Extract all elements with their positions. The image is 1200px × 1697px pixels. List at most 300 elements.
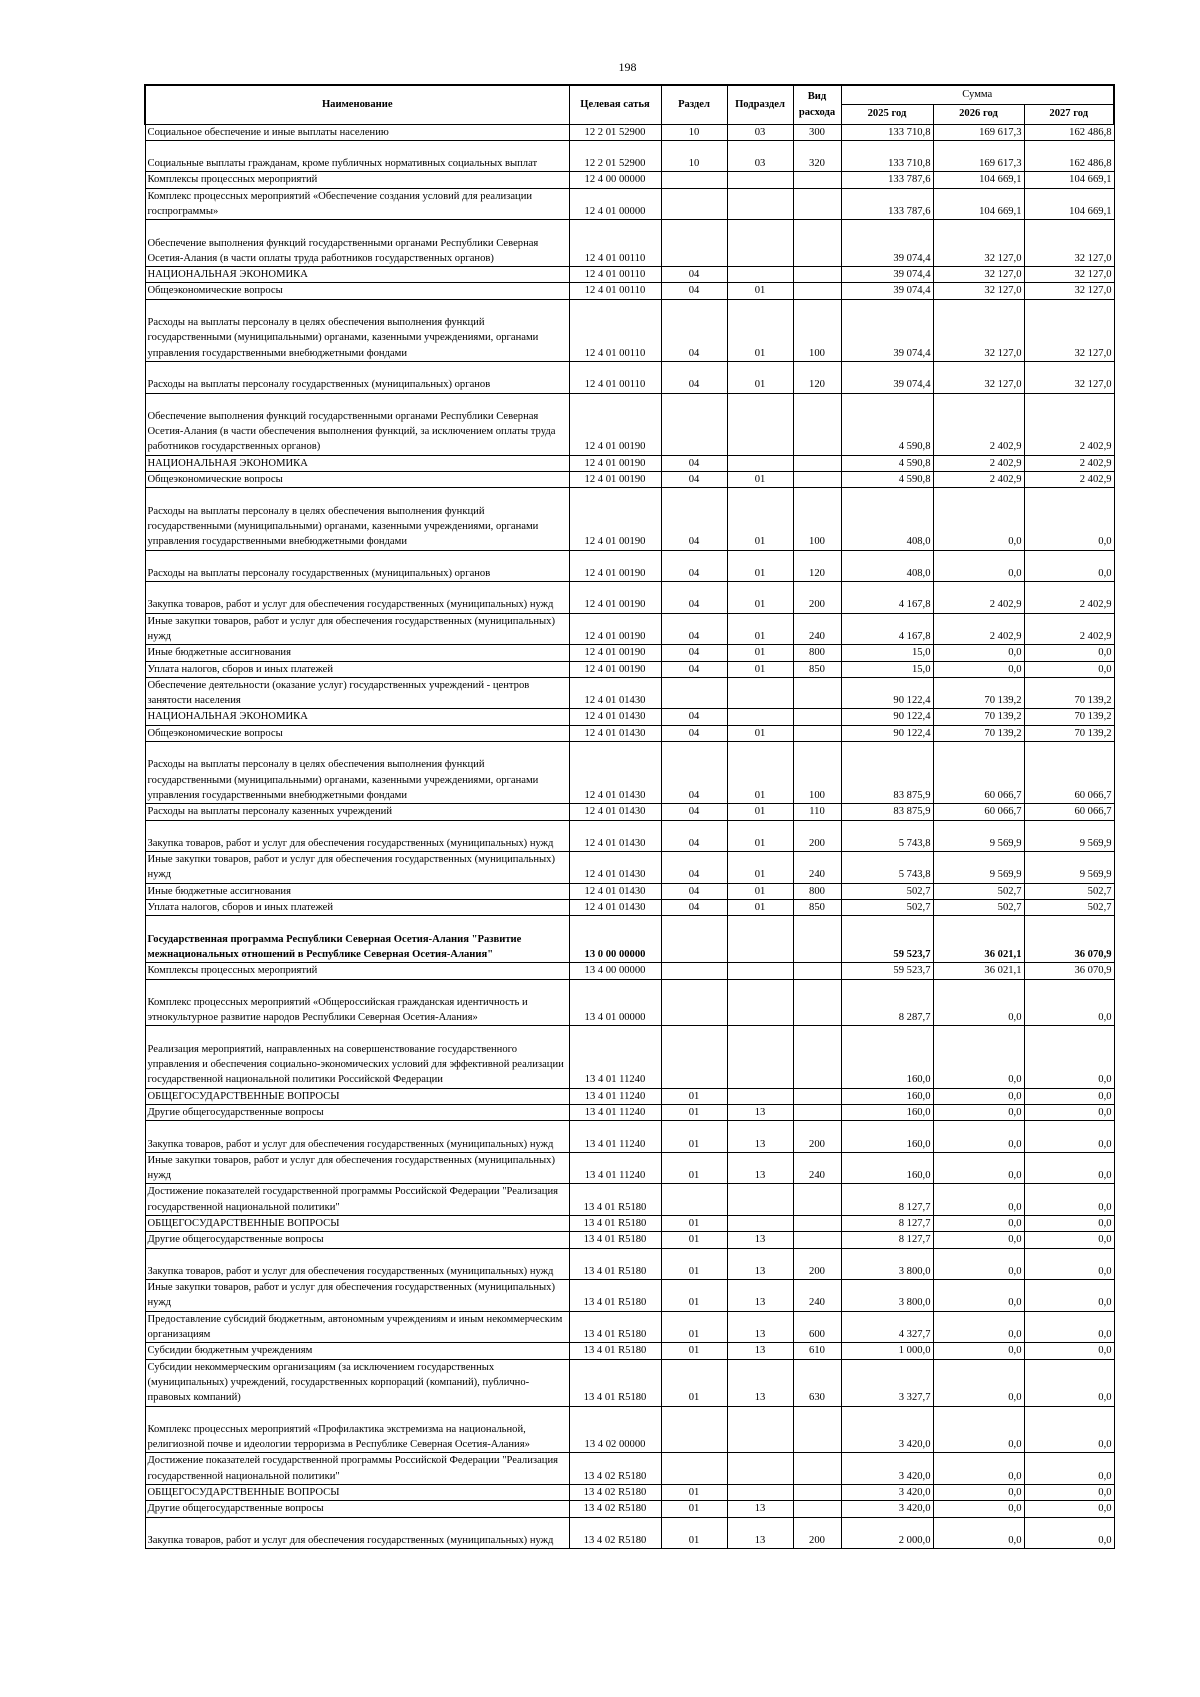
row-sum-2025-cell: 4 167,8 [841,582,933,614]
row-sum-2026-cell: 169 617,3 [933,140,1024,172]
row-section-cell: 04 [661,455,727,471]
table-row [145,1184,1114,1216]
row-subsection-cell [727,1088,793,1104]
row-name-cell: ОБЩЕГОСУДАРСТВЕННЫЕ ВОПРОСЫ [145,1215,569,1231]
table-row [145,1485,1114,1501]
row-section-cell: 04 [661,299,727,361]
row-sum-2025-cell: 4 590,8 [841,472,933,488]
row-section-cell: 04 [661,820,727,852]
row-sum-2025-cell: 5 743,8 [841,852,933,884]
row-subsection-cell [727,1184,793,1216]
row-sum-2026-cell: 0,0 [933,661,1024,677]
row-section-cell: 01 [661,1232,727,1248]
row-expense-type-cell [793,455,841,471]
row-section-cell: 01 [661,1343,727,1359]
table-row [145,1453,1114,1485]
row-expense-type-cell: 300 [793,124,841,140]
row-sum-2026-cell: 0,0 [933,1501,1024,1517]
row-name-cell: Закупка товаров, работ и услуг для обеспечения государственных (муниципальных) нужд [145,1248,569,1280]
row-expense-type-cell [793,1232,841,1248]
row-sum-2025-cell: 160,0 [841,1088,933,1104]
row-name-cell: Иные бюджетные ассигнования [145,645,569,661]
row-sum-2025-cell: 2 000,0 [841,1517,933,1549]
row-sum-2027-cell: 2 402,9 [1024,613,1114,645]
row-sum-2025-cell: 3 327,7 [841,1359,933,1406]
row-subsection-cell: 01 [727,820,793,852]
row-subsection-cell: 01 [727,283,793,299]
row-section-cell: 04 [661,267,727,283]
table-row [145,645,1114,661]
row-expense-type-cell: 320 [793,140,841,172]
row-section-cell: 01 [661,1152,727,1184]
row-section-cell: 04 [661,550,727,582]
row-sum-2027-cell: 70 139,2 [1024,725,1114,741]
table-row [145,1359,1114,1406]
row-section-cell [661,393,727,455]
row-sum-2025-cell: 59 523,7 [841,916,933,963]
table-row [145,1152,1114,1184]
row-sum-2027-cell: 32 127,0 [1024,220,1114,267]
row-expense-type-cell: 240 [793,852,841,884]
row-subsection-cell: 13 [727,1104,793,1120]
row-target-code-cell: 13 4 01 R5180 [569,1280,661,1312]
row-expense-type-cell [793,283,841,299]
row-sum-2026-cell: 0,0 [933,1343,1024,1359]
row-expense-type-cell [793,1406,841,1453]
row-expense-type-cell: 200 [793,1517,841,1549]
row-target-code-cell: 13 4 01 R5180 [569,1184,661,1216]
row-section-cell [661,677,727,709]
row-subsection-cell [727,1406,793,1453]
row-name-cell: Другие общегосударственные вопросы [145,1232,569,1248]
row-name-cell: Комплексы процессных мероприятий [145,963,569,979]
table-row [145,1406,1114,1453]
row-subsection-cell: 13 [727,1517,793,1549]
row-sum-2025-cell: 8 127,7 [841,1232,933,1248]
row-target-code-cell: 12 4 01 00110 [569,267,661,283]
row-sum-2025-cell: 4 590,8 [841,455,933,471]
row-sum-2027-cell: 0,0 [1024,979,1114,1026]
row-sum-2027-cell: 0,0 [1024,1184,1114,1216]
table-row [145,677,1114,709]
row-name-cell: Иные закупки товаров, работ и услуг для обеспечения государственных (муниципальных) нужд [145,852,569,884]
row-subsection-cell: 13 [727,1343,793,1359]
row-expense-type-cell: 200 [793,1121,841,1153]
row-target-code-cell: 13 4 01 R5180 [569,1343,661,1359]
row-subsection-cell: 01 [727,883,793,899]
row-name-cell: Обеспечение деятельности (оказание услуг) государственных учреждений - центров занятости населения [145,677,569,709]
row-sum-2025-cell: 4 167,8 [841,613,933,645]
row-name-cell: Комплекс процессных мероприятий «Профилактика экстремизма на национальной, религиозной почве и идеологии терроризма в Республике Северная Осетия-Алания» [145,1406,569,1453]
row-sum-2025-cell: 83 875,9 [841,804,933,820]
table-row [145,299,1114,361]
row-sum-2025-cell: 15,0 [841,645,933,661]
row-sum-2027-cell: 36 070,9 [1024,916,1114,963]
row-sum-2025-cell: 4 590,8 [841,393,933,455]
table-row [145,742,1114,804]
row-target-code-cell: 12 4 01 01430 [569,820,661,852]
row-name-cell: Закупка товаров, работ и услуг для обеспечения государственных (муниципальных) нужд [145,582,569,614]
row-sum-2027-cell: 0,0 [1024,645,1114,661]
row-sum-2027-cell: 162 486,8 [1024,140,1114,172]
row-sum-2027-cell: 104 669,1 [1024,188,1114,220]
row-sum-2026-cell: 32 127,0 [933,267,1024,283]
row-section-cell [661,172,727,188]
row-expense-type-cell [793,725,841,741]
row-name-cell: Достижение показателей государственной программы Российской Федерации "Реализация государственной национальной политики" [145,1184,569,1216]
row-sum-2027-cell: 0,0 [1024,1248,1114,1280]
row-sum-2026-cell: 104 669,1 [933,188,1024,220]
row-target-code-cell: 12 4 01 00110 [569,220,661,267]
row-section-cell [661,1453,727,1485]
table-row [145,1248,1114,1280]
header-year-2027: 2027 год [1024,104,1114,124]
row-subsection-cell: 13 [727,1359,793,1406]
row-sum-2026-cell: 0,0 [933,1121,1024,1153]
row-name-cell: Иные бюджетные ассигнования [145,883,569,899]
row-section-cell: 01 [661,1248,727,1280]
row-section-cell [661,963,727,979]
row-section-cell: 01 [661,1215,727,1231]
row-target-code-cell: 12 4 01 00190 [569,472,661,488]
row-section-cell: 04 [661,645,727,661]
row-subsection-cell [727,677,793,709]
row-expense-type-cell: 100 [793,488,841,550]
row-sum-2027-cell: 70 139,2 [1024,677,1114,709]
row-sum-2026-cell: 0,0 [933,1026,1024,1088]
table-row [145,1215,1114,1231]
row-subsection-cell: 01 [727,299,793,361]
row-name-cell: Уплата налогов, сборов и иных платежей [145,900,569,916]
row-expense-type-cell: 120 [793,361,841,393]
row-expense-type-cell [793,1215,841,1231]
row-sum-2026-cell: 32 127,0 [933,283,1024,299]
row-sum-2027-cell: 0,0 [1024,1280,1114,1312]
row-expense-type-cell: 800 [793,645,841,661]
row-target-code-cell: 12 4 01 01430 [569,677,661,709]
row-sum-2026-cell: 0,0 [933,1517,1024,1549]
row-target-code-cell: 12 2 01 52900 [569,140,661,172]
table-row [145,709,1114,725]
row-expense-type-cell: 240 [793,613,841,645]
row-target-code-cell: 12 4 01 00110 [569,361,661,393]
row-expense-type-cell [793,1184,841,1216]
row-expense-type-cell [793,172,841,188]
row-target-code-cell: 13 4 02 R5180 [569,1501,661,1517]
row-section-cell: 10 [661,140,727,172]
row-sum-2026-cell: 2 402,9 [933,582,1024,614]
table-row [145,1501,1114,1517]
table-row [145,361,1114,393]
row-subsection-cell [727,709,793,725]
row-sum-2025-cell: 59 523,7 [841,963,933,979]
row-sum-2026-cell: 502,7 [933,900,1024,916]
row-sum-2026-cell: 2 402,9 [933,393,1024,455]
table-row [145,613,1114,645]
table-row [145,1121,1114,1153]
row-subsection-cell [727,1026,793,1088]
row-expense-type-cell [793,1485,841,1501]
row-sum-2027-cell: 162 486,8 [1024,124,1114,140]
row-section-cell: 04 [661,804,727,820]
row-sum-2027-cell: 0,0 [1024,1406,1114,1453]
row-section-cell: 04 [661,283,727,299]
row-sum-2026-cell: 0,0 [933,550,1024,582]
row-subsection-cell [727,1215,793,1231]
row-name-cell: Расходы на выплаты персоналу казенных учреждений [145,804,569,820]
row-sum-2025-cell: 8 127,7 [841,1215,933,1231]
row-sum-2025-cell: 160,0 [841,1104,933,1120]
row-name-cell: Иные закупки товаров, работ и услуг для обеспечения государственных (муниципальных) нужд [145,1280,569,1312]
row-subsection-cell: 01 [727,613,793,645]
row-name-cell: Государственная программа Республики Северная Осетия-Алания "Развитие межнациональных отношений в Республике Северная Осетия-Алания" [145,916,569,963]
row-subsection-cell: 13 [727,1152,793,1184]
row-name-cell: Расходы на выплаты персоналу государственных (муниципальных) органов [145,550,569,582]
row-sum-2026-cell: 70 139,2 [933,677,1024,709]
row-name-cell: Иные закупки товаров, работ и услуг для обеспечения государственных (муниципальных) нужд [145,613,569,645]
row-sum-2025-cell: 90 122,4 [841,677,933,709]
row-sum-2027-cell: 60 066,7 [1024,804,1114,820]
row-name-cell: Предоставление субсидий бюджетным, автономным учреждениям и иным некоммерческим организациям [145,1311,569,1343]
table-row [145,1104,1114,1120]
row-section-cell: 04 [661,900,727,916]
row-expense-type-cell: 600 [793,1311,841,1343]
row-section-cell [661,220,727,267]
row-name-cell: Уплата налогов, сборов и иных платежей [145,661,569,677]
row-subsection-cell: 01 [727,852,793,884]
row-target-code-cell: 13 4 01 R5180 [569,1232,661,1248]
row-subsection-cell [727,172,793,188]
row-subsection-cell [727,916,793,963]
row-sum-2025-cell: 39 074,4 [841,220,933,267]
row-sum-2025-cell: 90 122,4 [841,709,933,725]
row-subsection-cell: 01 [727,361,793,393]
row-sum-2025-cell: 39 074,4 [841,299,933,361]
row-name-cell: Социальное обеспечение и иные выплаты населению [145,124,569,140]
table-row [145,1280,1114,1312]
row-subsection-cell: 01 [727,582,793,614]
row-sum-2027-cell: 0,0 [1024,488,1114,550]
row-subsection-cell [727,1453,793,1485]
row-subsection-cell: 01 [727,488,793,550]
row-name-cell: Обеспечение выполнения функций государственными органами Республики Северная Осетия-Алания (в части обеспечения выполнения функций, за исключением оплаты труда работников государственных органов) [145,393,569,455]
row-sum-2027-cell: 104 669,1 [1024,172,1114,188]
row-name-cell: ОБЩЕГОСУДАРСТВЕННЫЕ ВОПРОСЫ [145,1088,569,1104]
row-sum-2025-cell: 3 420,0 [841,1501,933,1517]
row-sum-2025-cell: 5 743,8 [841,820,933,852]
row-sum-2026-cell: 32 127,0 [933,361,1024,393]
row-sum-2027-cell: 0,0 [1024,1359,1114,1406]
row-target-code-cell: 13 4 01 R5180 [569,1248,661,1280]
table-row [145,1232,1114,1248]
row-expense-type-cell: 240 [793,1152,841,1184]
row-subsection-cell: 03 [727,124,793,140]
row-expense-type-cell [793,220,841,267]
header-year-2026: 2026 год [933,104,1024,124]
row-section-cell [661,979,727,1026]
header-name: Наименование [145,85,569,124]
row-name-cell: Комплекс процессных мероприятий «Обеспечение создания условий для реализации госпрограммы» [145,188,569,220]
row-expense-type-cell: 100 [793,742,841,804]
row-section-cell: 01 [661,1104,727,1120]
table-row [145,804,1114,820]
row-sum-2025-cell: 133 710,8 [841,140,933,172]
row-expense-type-cell [793,709,841,725]
row-section-cell [661,916,727,963]
table-row [145,1517,1114,1549]
row-target-code-cell: 12 2 01 52900 [569,124,661,140]
row-sum-2026-cell: 32 127,0 [933,220,1024,267]
row-sum-2027-cell: 9 569,9 [1024,820,1114,852]
row-name-cell: Общеэкономические вопросы [145,472,569,488]
row-expense-type-cell [793,393,841,455]
row-sum-2026-cell: 0,0 [933,645,1024,661]
table-row [145,916,1114,963]
row-expense-type-cell [793,267,841,283]
table-row [145,140,1114,172]
row-sum-2027-cell: 60 066,7 [1024,742,1114,804]
row-name-cell: НАЦИОНАЛЬНАЯ ЭКОНОМИКА [145,709,569,725]
row-target-code-cell: 13 4 02 R5180 [569,1517,661,1549]
row-expense-type-cell [793,1104,841,1120]
row-expense-type-cell: 110 [793,804,841,820]
row-sum-2025-cell: 133 787,6 [841,188,933,220]
header-expense-type: Вид расхода [793,85,841,124]
row-sum-2026-cell: 169 617,3 [933,124,1024,140]
row-target-code-cell: 12 4 01 00110 [569,283,661,299]
row-target-code-cell: 12 4 01 01430 [569,883,661,899]
row-expense-type-cell [793,1026,841,1088]
row-sum-2026-cell: 0,0 [933,1104,1024,1120]
row-name-cell: Расходы на выплаты персоналу государственных (муниципальных) органов [145,361,569,393]
row-name-cell: Иные закупки товаров, работ и услуг для обеспечения государственных (муниципальных) нужд [145,1152,569,1184]
row-sum-2027-cell: 2 402,9 [1024,472,1114,488]
row-sum-2025-cell: 160,0 [841,1152,933,1184]
row-sum-2026-cell: 0,0 [933,1485,1024,1501]
row-sum-2027-cell: 0,0 [1024,1343,1114,1359]
row-sum-2026-cell: 0,0 [933,1152,1024,1184]
row-sum-2026-cell: 60 066,7 [933,804,1024,820]
row-expense-type-cell: 120 [793,550,841,582]
table-row [145,883,1114,899]
row-sum-2027-cell: 0,0 [1024,1517,1114,1549]
row-target-code-cell: 13 0 00 00000 [569,916,661,963]
row-expense-type-cell: 200 [793,582,841,614]
row-sum-2026-cell: 2 402,9 [933,472,1024,488]
row-sum-2026-cell: 36 021,1 [933,916,1024,963]
table-row [145,820,1114,852]
row-sum-2026-cell: 9 569,9 [933,820,1024,852]
row-expense-type-cell [793,963,841,979]
table-row [145,963,1114,979]
row-target-code-cell: 12 4 01 00190 [569,613,661,645]
table-row [145,393,1114,455]
row-sum-2027-cell: 2 402,9 [1024,582,1114,614]
row-sum-2025-cell: 160,0 [841,1026,933,1088]
row-name-cell: Субсидии некоммерческим организациям (за исключением государственных (муниципальных) учреждений, государственных корпораций (компаний), публично-правовых компаний) [145,1359,569,1406]
row-sum-2026-cell: 70 139,2 [933,709,1024,725]
row-sum-2025-cell: 408,0 [841,488,933,550]
row-subsection-cell: 13 [727,1501,793,1517]
row-name-cell: Расходы на выплаты персоналу в целях обеспечения выполнения функций государственными (муниципальными) органами, казенными учреждениями, органами управления государственными внебюджетными фондами [145,742,569,804]
table-row [145,550,1114,582]
row-expense-type-cell [793,472,841,488]
row-sum-2027-cell: 0,0 [1024,661,1114,677]
row-section-cell: 01 [661,1088,727,1104]
header-year-2025: 2025 год [841,104,933,124]
table-row [145,172,1114,188]
row-name-cell: Расходы на выплаты персоналу в целях обеспечения выполнения функций государственными (муниципальными) органами, казенными учреждениями, органами управления государственными внебюджетными фондами [145,299,569,361]
row-expense-type-cell [793,188,841,220]
row-target-code-cell: 12 4 01 00190 [569,550,661,582]
row-section-cell: 01 [661,1121,727,1153]
row-sum-2026-cell: 0,0 [933,1184,1024,1216]
row-sum-2025-cell: 39 074,4 [841,361,933,393]
row-sum-2026-cell: 0,0 [933,1280,1024,1312]
table-row [145,979,1114,1026]
row-sum-2027-cell: 32 127,0 [1024,361,1114,393]
row-target-code-cell: 12 4 01 00190 [569,582,661,614]
row-sum-2027-cell: 32 127,0 [1024,267,1114,283]
budget-table [144,84,1115,1549]
row-subsection-cell: 01 [727,645,793,661]
row-sum-2027-cell: 0,0 [1024,1121,1114,1153]
row-sum-2027-cell: 502,7 [1024,883,1114,899]
table-row [145,1343,1114,1359]
row-name-cell: НАЦИОНАЛЬНАЯ ЭКОНОМИКА [145,267,569,283]
row-subsection-cell: 01 [727,725,793,741]
table-row [145,283,1114,299]
row-sum-2027-cell: 32 127,0 [1024,299,1114,361]
row-sum-2025-cell: 39 074,4 [841,283,933,299]
row-expense-type-cell [793,677,841,709]
row-sum-2025-cell: 8 287,7 [841,979,933,1026]
row-sum-2025-cell: 502,7 [841,883,933,899]
row-name-cell: Достижение показателей государственной программы Российской Федерации "Реализация государственной национальной политики" [145,1453,569,1485]
row-sum-2027-cell: 0,0 [1024,1104,1114,1120]
row-expense-type-cell: 800 [793,883,841,899]
row-name-cell: Социальные выплаты гражданам, кроме публичных нормативных социальных выплат [145,140,569,172]
row-name-cell: Закупка товаров, работ и услуг для обеспечения государственных (муниципальных) нужд [145,820,569,852]
table-row [145,900,1114,916]
row-sum-2027-cell: 32 127,0 [1024,283,1114,299]
row-sum-2026-cell: 9 569,9 [933,852,1024,884]
row-section-cell: 04 [661,472,727,488]
row-subsection-cell: 13 [727,1232,793,1248]
table-row [145,188,1114,220]
row-target-code-cell: 13 4 00 00000 [569,963,661,979]
row-name-cell: Другие общегосударственные вопросы [145,1501,569,1517]
row-expense-type-cell: 630 [793,1359,841,1406]
row-name-cell: Комплексы процессных мероприятий [145,172,569,188]
row-sum-2026-cell: 2 402,9 [933,455,1024,471]
row-sum-2025-cell: 133 710,8 [841,124,933,140]
row-sum-2026-cell: 0,0 [933,1248,1024,1280]
table-row [145,1311,1114,1343]
row-sum-2026-cell: 0,0 [933,488,1024,550]
row-sum-2027-cell: 36 070,9 [1024,963,1114,979]
row-name-cell: Другие общегосударственные вопросы [145,1104,569,1120]
row-section-cell: 04 [661,361,727,393]
row-target-code-cell: 12 4 01 00190 [569,661,661,677]
row-target-code-cell: 12 4 01 01430 [569,900,661,916]
row-target-code-cell: 13 4 01 11240 [569,1152,661,1184]
row-name-cell: Реализация мероприятий, направленных на совершенствование государственного управления и обеспечения социально-экономических условий для эффективной реализации государственной национальной политики Российской Федерации [145,1026,569,1088]
row-section-cell [661,1184,727,1216]
row-target-code-cell: 12 4 01 00190 [569,455,661,471]
row-subsection-cell [727,267,793,283]
row-sum-2025-cell: 3 800,0 [841,1280,933,1312]
